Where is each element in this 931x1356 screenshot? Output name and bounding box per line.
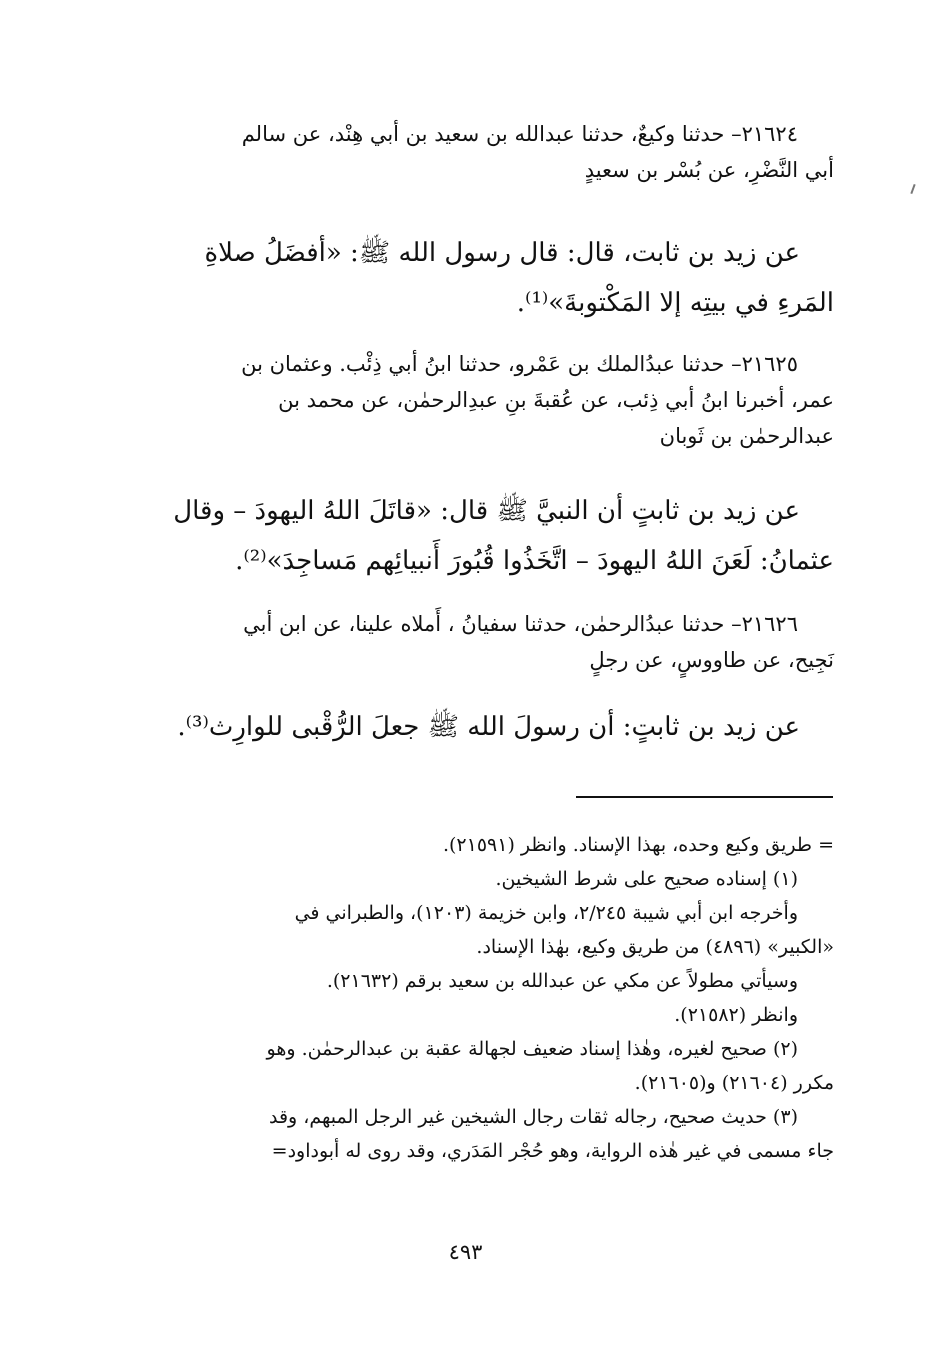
footnote-1: (١) إسناده صحيح على شرط الشيخين. [495,868,798,890]
chain-line: نَجِيح، عن طاووسٍ، عن رجلٍ [589,648,834,672]
footnote-3: (٣) حديث صحيح، رجاله ثقات رجال الشيخين غير الرجل المبهم، وقد [268,1106,798,1128]
chain-line: ٢١٦٢٥– حدثنا عبدُالملك بن عَمْرو، حدثنا ابنُ أبي ذِئْب. وعثمان بن [241,352,798,376]
matn-line: عثمانُ: لَعَنَ اللهُ اليهودَ – اتَّخَذُوا قُبُورَ أَنبيائِهم مَساجِدَ»⁽²⁾. [235,546,834,576]
chain-line: ٢١٦٢٦– حدثنا عبدُالرحمٰن، حدثنا سفيانُ ، أَملاه علينا، عن ابن أبي [243,612,798,636]
footnote-1-line: وسيأتي مطولاً عن مكي عن عبدالله بن سعيد برقم (٢١٦٣٢). [326,970,798,992]
hadith-21624-matn [134,228,834,328]
hadith-21626-matn [134,702,834,752]
hadith-21625-matn [134,486,834,586]
matn-line: المَرءِ في بيتِه إلا المَكْتوبةَ»⁽¹⁾. [516,288,834,318]
margin-mark [910,184,915,194]
chain-line: ٢١٦٢٤– حدثنا وكيعٌ، حدثنا عبدالله بن سعيد بن أبي هِنْد، عن سالم [241,122,798,146]
chain-line: عبدالرحمٰن بن ثَوبان [659,424,834,448]
matn-line: عن زيد بن ثابتٍ أن النبيَّ ﷺ قال: «قاتَلَ اللهُ اليهودَ – وقال [173,496,800,526]
footnote-1-line: وانظر (٢١٥٨٢). [674,1004,798,1026]
footnote-1-line: وأخرجه ابن أبي شيبة ٢/٢٤٥، وابن خزيمة (١٢٠٣)، والطبراني في [294,902,798,924]
page-number: ٤٩٣ [448,1240,483,1264]
footnote-2: (٢) صحيح لغيره، وهٰذا إسناد ضعيف لجهالة عقبة بن عبدالرحمٰن. وهو [266,1038,798,1060]
footnote-1-line: «الكبير» (٤٨٩٦) من طريق وكيع، بهٰذا الإسناد. [476,936,834,958]
hadith-21626-chain [134,606,834,678]
matn-line: عن زيد بن ثابتٍ: أن رسولَ الله ﷺ جعلَ الرُّقْبى للوارِث⁽³⁾. [177,712,800,742]
chain-line: أبي النَّضْرِ، عن بُسْر بن سعيدٍ [584,158,834,182]
hadith-21624-chain [134,116,834,188]
footnote-separator [576,796,833,798]
matn-line: عن زيد بن ثابت، قال: قال رسول الله ﷺ: «أفضَلُ صلاةِ [204,238,800,268]
footnote-continuation: = طريق وكيع وحده، بهذا الإسناد. وانظر (٢١٥٩١). [442,834,834,856]
hadith-21625-chain [134,346,834,454]
footnote-2-line: مكرر (٢١٦٠٤) و(٢١٦٠٥). [634,1072,834,1094]
chain-line: عمر، أخبرنا ابنُ أبي ذِئب، عن عُقبةَ بنِ عبدِالرحمٰن، عن محمد بن [278,388,834,412]
footnote-3-line: جاء مسمى في غير هٰذه الرواية، وهو حُجْر المَدَري، وقد روى له أبوداود= [271,1140,834,1162]
footnotes [134,828,834,1168]
